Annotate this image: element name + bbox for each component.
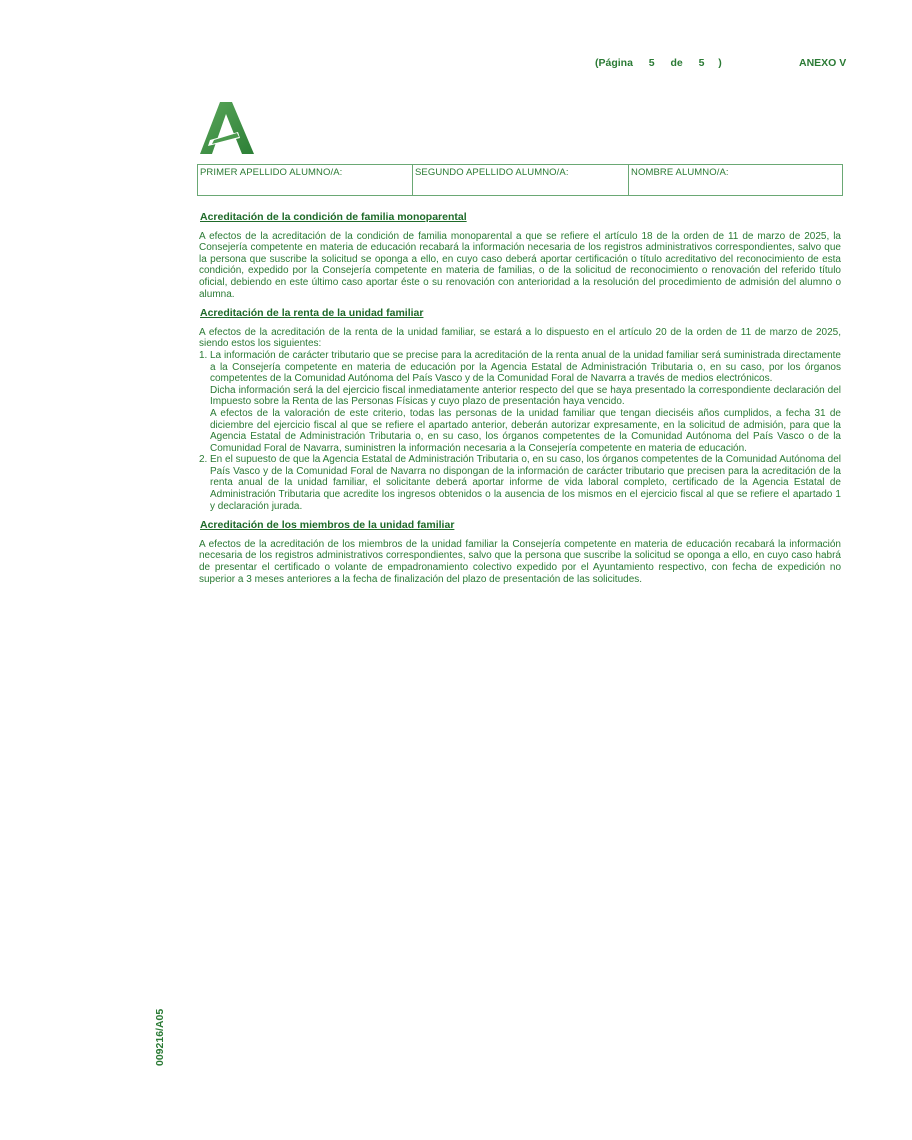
document-body — [199, 212, 841, 593]
page-total: 5 — [698, 57, 705, 69]
list-item-paragraph: La información de carácter tributario que se precise para la acreditación de la renta anual de la unidad familiar será suministrada directamente a la Consejería competente en materia de educación por la Agencia Estatal de Administración Tributaria o, en su caso, por los órganos competentes de la Comunidad Autónoma del País Vasco y de la Comunidad Foral de Navarra a través de medios electrónicos. — [210, 349, 841, 385]
form-code: 009216/A05 — [154, 1008, 166, 1066]
list-item-paragraph: Dicha información será la del ejercicio fiscal inmediatamente anterior respecto del que se haya presentado la correspondiente declaración del Impuesto sobre la Renta de las Personas Físicas y cuyo plazo de presentación haya vencido. — [210, 384, 841, 408]
section-title-renta: Acreditación de la renta de la unidad familiar — [200, 307, 424, 320]
renta-list — [199, 350, 841, 512]
second-surname-label: SEGUNDO APELLIDO ALUMNO/A: — [415, 167, 569, 178]
list-item-number: 2. — [199, 454, 208, 466]
page-number — [595, 57, 722, 69]
section-title-miembros: Acreditación de los miembros de la unidad familiar — [200, 519, 455, 532]
list-item — [199, 350, 841, 454]
list-item-paragraph: En el supuesto de que la Agencia Estatal de Administración Tributaria o, en su caso, los órganos competentes de la Comunidad Autónoma del País Vasco y de la Comunidad Foral de Navarra no dispongan de la información de carácter tributario que precisen para la acreditación de la renta anual de la unidad familiar, el solicitante deberá aportar informe de vida laboral completo, certificado de la Agencia Estatal de Administración Tributaria que acredite los ingresos obtenidos o la ausencia de los mismos en el ejercicio fiscal al que se refiere el apartado 1 y declaración jurada. — [210, 454, 841, 512]
section-text-monoparental: A efectos de la acreditación de la condición de familia monoparental a que se refiere el artículo 18 de la orden de 11 de marzo de 2025, la Consejería competente en materia de educación recabará la información necesaria de los registros administrativos correspondientes, salvo que la persona que suscribe la solicitud se oponga a ello, en cuyo caso deberá aportar certificación o título acreditativo del reconocimiento de esta condición, expedido por la Consejería competente en materia de familias, o de la solicitud de reconocimiento o renovación del referido título oficial, debiendo en este último caso aportar éste o su renovación con anterioridad a la resolución del procedimiento de admisión del alumno o alumna. — [199, 230, 841, 300]
annex-label: ANEXO V — [799, 57, 847, 69]
student-name-field[interactable] — [629, 165, 842, 195]
list-item-paragraph: A efectos de la valoración de este criterio, todas las personas de la unidad familiar que tengan dieciséis años cumplidos, a fecha 31 de diciembre del ejercicio fiscal al que se refiere el apartado anterior, deberán autorizar expresamente, en la solicitud de admisión, para que la Agencia Estatal de Administración Tributaria o, en su caso, los órganos competentes de la Comunidad Autónoma del País Vasco o de la Comunidad Foral de Navarra, suministren la información necesaria a la Consejería competente en materia de educación. — [210, 407, 841, 454]
section-intro-renta: A efectos de la acreditación de la renta de la unidad familiar, se estará a lo dispuesto en el artículo 20 de la orden de 11 de marzo de 2025, siendo estos los siguientes: — [199, 326, 841, 350]
second-surname-field[interactable] — [413, 165, 629, 195]
page-open: (Página — [595, 57, 633, 69]
student-name-table — [197, 164, 843, 196]
page-current: 5 — [648, 57, 655, 69]
section-title-monoparental: Acreditación de la condición de familia monoparental — [200, 211, 467, 223]
page-close: ) — [718, 57, 722, 69]
page-of: de — [670, 57, 683, 69]
student-name-label: NOMBRE ALUMNO/A: — [631, 167, 729, 178]
first-surname-field[interactable] — [198, 165, 413, 195]
list-item — [199, 454, 841, 512]
section-text-miembros: A efectos de la acreditación de los miembros de la unidad familiar la Consejería competente en materia de educación recabará la información necesaria de los registros administrativos correspondientes, salvo que la persona que suscribe la solicitud se oponga a ello, en cuyo caso habrá de presentar el certificado o volante de empadronamiento colectivo expedido por el Ayuntamiento respectivo, con fecha de expedición no superior a 3 meses anteriores a la fecha de finalización del plazo de presentación de las solicitudes. — [199, 538, 841, 585]
junta-andalucia-logo-icon — [198, 100, 256, 156]
list-item-number: 1. — [199, 349, 208, 361]
first-surname-label: PRIMER APELLIDO ALUMNO/A: — [200, 167, 343, 178]
